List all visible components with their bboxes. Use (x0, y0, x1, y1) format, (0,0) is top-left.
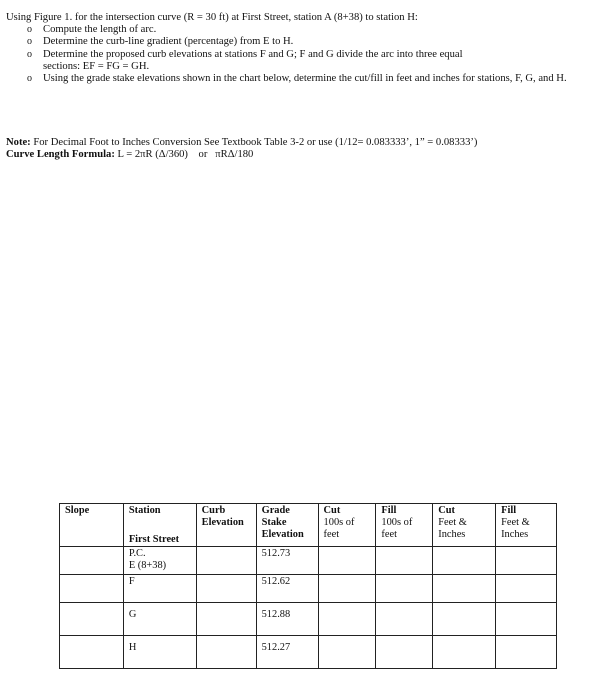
fill-feet-cell[interactable] (376, 603, 433, 636)
grade-stake-table (59, 503, 557, 669)
slope-cell[interactable] (60, 603, 124, 636)
cut-feet-inches-cell[interactable] (433, 636, 496, 669)
hollow-bullet-icon: o (27, 36, 32, 48)
note-text: For Decimal Foot to Inches Conversion See Textbook Table 3-2 or use (1/12= 0.083333’, 1” = 0.08333’) (30, 137, 478, 148)
table-row (60, 575, 557, 603)
formula-text: L = 2πR (Δ/360) or πRΔ/180 (114, 149, 254, 161)
note-label: Note: (6, 137, 31, 148)
fill-feet-cell[interactable] (376, 636, 433, 669)
header-slope: Slope (60, 504, 124, 547)
header-cut-feet: Cut 100s of feet (318, 504, 376, 547)
header-station: Station First Street (123, 504, 196, 547)
table-row (60, 603, 557, 636)
cut-feet-cell[interactable] (318, 575, 376, 603)
grade-stake-cell: 512.88 (256, 603, 318, 636)
table-header-row (60, 504, 557, 547)
fill-feet-inches-cell[interactable] (496, 547, 557, 575)
fill-feet-cell[interactable] (376, 575, 433, 603)
hollow-bullet-icon: o (27, 48, 32, 60)
task-text: Using the grade stake elevations shown in the chart below, determine the cut/fill in feet and inches for stations, F, G, and H. (43, 73, 567, 85)
header-cut-feet-inches: Cut Feet & Inches (433, 504, 496, 547)
curb-elevation-cell[interactable] (196, 547, 256, 575)
grade-stake-cell: 512.73 (256, 547, 318, 575)
task-text: Determine the curb-line gradient (percentage) from E to H. (43, 36, 294, 48)
table-row (60, 547, 557, 575)
cut-feet-cell[interactable] (318, 547, 376, 575)
station-cell: F (123, 575, 196, 603)
curb-elevation-cell[interactable] (196, 636, 256, 669)
fill-feet-inches-cell[interactable] (496, 575, 557, 603)
task-text: Compute the length of arc. (43, 24, 157, 36)
notes (6, 137, 606, 161)
task-item (27, 24, 606, 36)
header-curb-elevation: Curb Elevation (196, 504, 256, 547)
header-grade-stake-elevation: Grade Stake Elevation (256, 504, 318, 547)
task-list (6, 24, 606, 85)
cut-feet-cell[interactable] (318, 636, 376, 669)
problem-statement (6, 12, 606, 85)
header-fill-feet: Fill 100s of feet (376, 504, 433, 547)
slope-cell[interactable] (60, 547, 124, 575)
task-item (27, 36, 606, 48)
cut-feet-cell[interactable] (318, 603, 376, 636)
task-text: Determine the proposed curb elevations at stations F and G; F and G divide the arc into three equal sections: EF = FG = GH. (43, 48, 463, 72)
table-row (60, 636, 557, 669)
slope-cell[interactable] (60, 636, 124, 669)
slope-cell[interactable] (60, 575, 124, 603)
grade-stake-cell: 512.27 (256, 636, 318, 669)
curb-elevation-cell[interactable] (196, 603, 256, 636)
station-cell: G (123, 603, 196, 636)
cut-feet-inches-cell[interactable] (433, 547, 496, 575)
hollow-bullet-icon: o (27, 24, 32, 36)
fill-feet-cell[interactable] (376, 547, 433, 575)
station-cell: P.C. E (8+38) (123, 547, 196, 575)
header-fill-feet-inches: Fill Feet & Inches (496, 504, 557, 547)
intro-lead: Using Figure 1. for the intersection curve (R = 30 ft) at First Street, station A (8+38) to station H: (6, 12, 418, 23)
curve-length-formula (6, 149, 606, 161)
formula-label: Curve Length Formula: (6, 149, 115, 161)
fill-feet-inches-cell[interactable] (496, 636, 557, 669)
hollow-bullet-icon: o (27, 73, 32, 85)
fill-feet-inches-cell[interactable] (496, 603, 557, 636)
header-station-sub: First Street (128, 534, 180, 545)
task-item (27, 73, 606, 85)
task-item (27, 49, 606, 73)
grade-stake-cell: 512.62 (256, 575, 318, 603)
cut-feet-inches-cell[interactable] (433, 575, 496, 603)
cut-feet-inches-cell[interactable] (433, 603, 496, 636)
curb-elevation-cell[interactable] (196, 575, 256, 603)
station-cell: H (123, 636, 196, 669)
conversion-note (6, 137, 606, 149)
